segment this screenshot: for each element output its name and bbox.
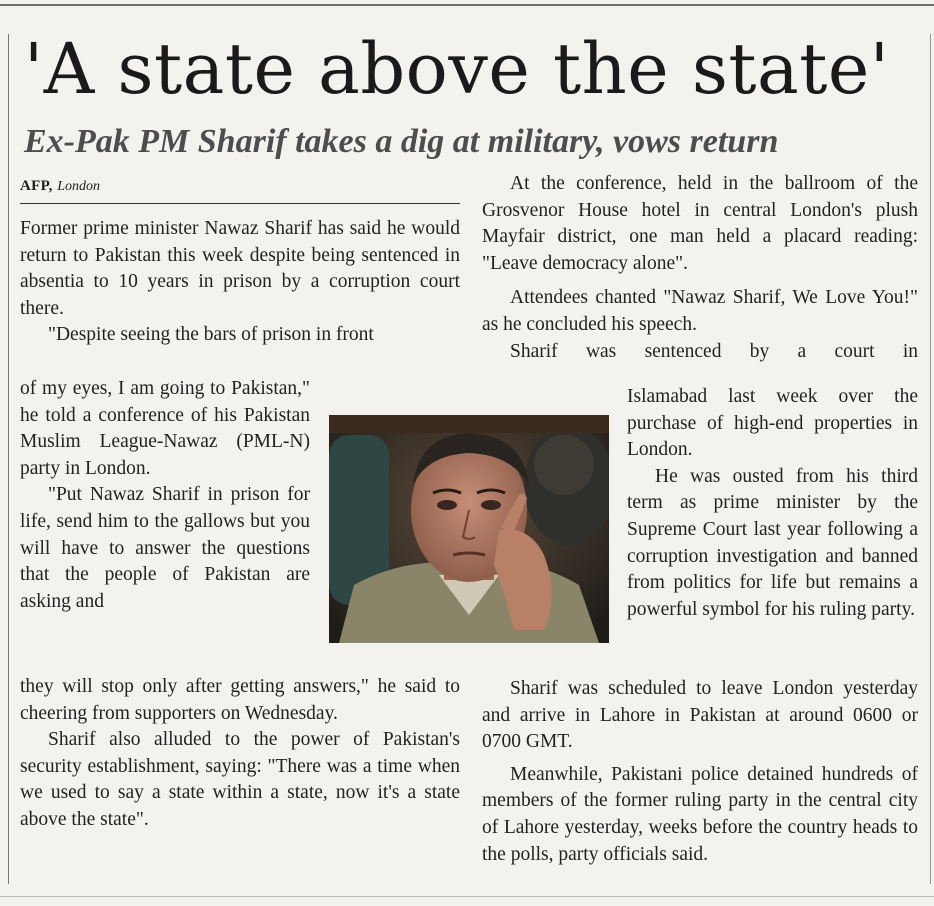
column-1-bottom [20, 674, 460, 834]
byline-rule [20, 203, 460, 204]
paragraph: Attendees chanted "Nawaz Sharif, We Love You!" as he concluded his speech. [482, 287, 918, 335]
subheadline: Ex-Pak PM Sharif takes a dig at military, vows return [24, 123, 779, 160]
paragraph-wrap: "Put Nawaz Sharif in prison for life, send him to the gallows but you will have to answer the questions that the people of Pakistan are asking and [20, 484, 310, 612]
column-1-wrap [20, 376, 310, 615]
paragraph: they will stop only after getting answers," he said to cheering from supporters on Wednesday. [20, 676, 460, 724]
portrait-photo [329, 415, 609, 643]
paragraph: At the conference, held in the ballroom of the Grosvenor House hotel in central London's plush Mayfair district, one man held a placard reading: "Leave democracy alone". [482, 173, 918, 274]
left-column-rule [8, 34, 9, 884]
paragraph: Sharif was scheduled to leave London yesterday and arrive in Lahore in Pakistan at around 0600 or 0700 GMT. [482, 678, 918, 753]
paragraph: Former prime minister Nawaz Sharif has said he would return to Pakistan this week despite being sentenced in absentia to 10 years in prison by a corruption court there. [20, 218, 460, 319]
portrait-illustration [329, 415, 609, 643]
paragraph-wrap: of my eyes, I am going to Pakistan," he told a conference of his Pakistan Muslim League-Nawaz (PML-N) party in London. [20, 378, 310, 479]
column-2-top [482, 171, 918, 365]
paragraph-wrap: Islamabad last week over the purchase of high-end properties in London. [627, 386, 918, 461]
byline [20, 176, 100, 197]
byline-location: London [57, 179, 100, 194]
paragraph: Sharif also alluded to the power of Pakistan's security establishment, saying: "There was a time when we used to say a state within a state, now it's a state above the state". [20, 729, 460, 830]
column-2-wrap [627, 384, 918, 623]
column-2-bottom [482, 676, 918, 868]
bottom-rule [0, 896, 934, 897]
paragraph-wrap: He was ousted from his third term as prime minister by the Supreme Court last year following a corruption investigation and banned from politics for life but remains a powerful symbol for his ruling party. [627, 465, 918, 620]
paragraph: Meanwhile, Pakistani police detained hundreds of members of the former ruling party in the central city of Lahore yesterday, weeks before the country heads to the polls, party officials said. [482, 763, 918, 865]
paragraph-lead: "Despite seeing the bars of prison in front [48, 324, 374, 346]
headline: 'A state above the state' [24, 28, 890, 110]
paragraph-lead: Sharif was sentenced by a court in [510, 340, 918, 362]
column-1-top [20, 216, 460, 349]
byline-agency: AFP, [20, 178, 53, 194]
right-column-rule [930, 34, 931, 884]
top-rule [0, 4, 934, 6]
